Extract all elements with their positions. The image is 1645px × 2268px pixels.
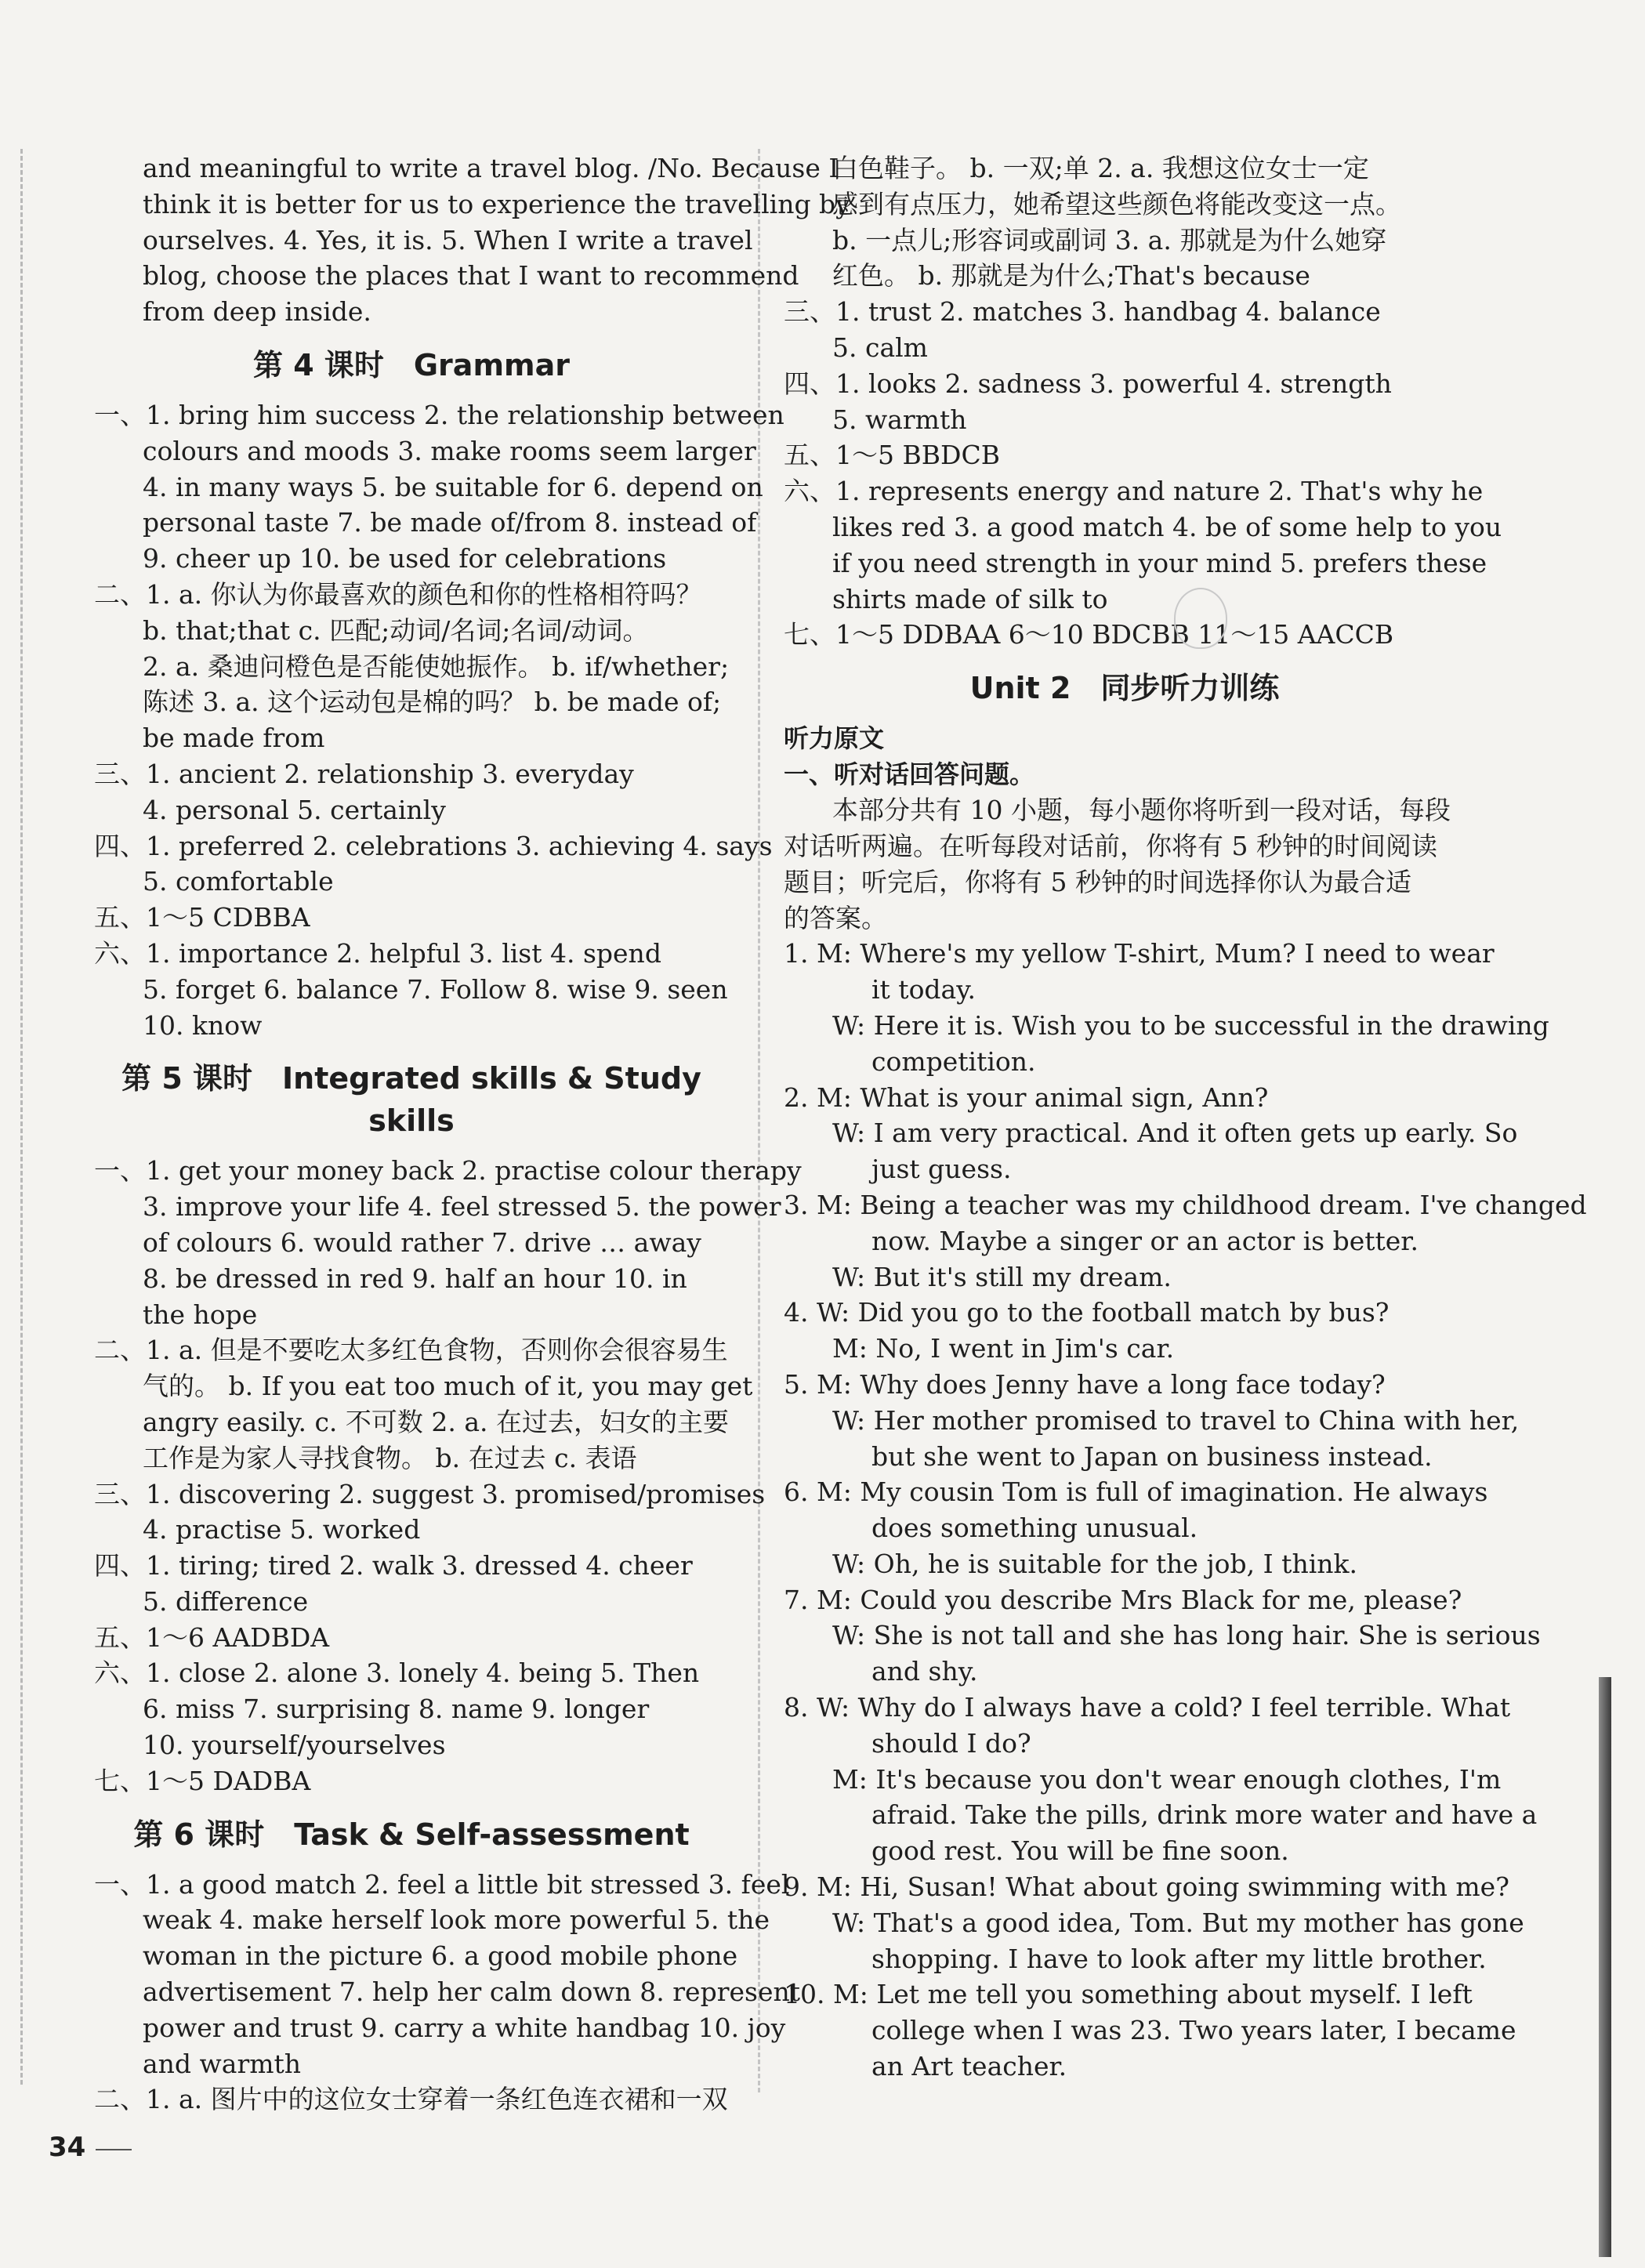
answer-line: 三、1. ancient 2. relationship 3. everyday — [94, 758, 634, 789]
section-heading: Unit 2 同步听力训练 — [969, 671, 1280, 706]
section-heading: 第 4 课时 Grammar — [252, 347, 571, 382]
column-divider — [758, 149, 760, 2092]
answer-line: 4. personal 5. certainly — [143, 794, 446, 825]
answer-line: 5. calm — [832, 332, 928, 363]
answer-line: weak 4. make herself look more powerful 5. the — [143, 1904, 770, 1936]
answer-line: 三、1. discovering 2. suggest 3. promised/promises — [94, 1478, 766, 1509]
answer-line: should I do? — [871, 1727, 1031, 1759]
page-number-rule — [96, 2149, 132, 2150]
answer-line: good rest. You will be fine soon. — [871, 1835, 1289, 1867]
answer-line: woman in the picture 6. a good mobile phone — [143, 1940, 738, 1972]
answer-line: W: Here it is. Wish you to be successful in the drawing — [832, 1009, 1549, 1041]
answer-line: and shy. — [871, 1656, 978, 1687]
answer-line: 10. yourself/yourselves — [143, 1730, 446, 1761]
answer-line: just guess. — [871, 1154, 1012, 1185]
answer-line: 四、1. looks 2. sadness 3. powerful 4. strength — [784, 368, 1392, 399]
answer-line: 5. difference — [143, 1585, 309, 1617]
answer-line: 题目；听完后，你将有 5 秒钟的时间选择你认为最合适 — [784, 866, 1411, 897]
answer-line: personal taste 7. be made of/from 8. instead of — [143, 507, 757, 538]
answer-line: but she went to Japan on business instead. — [871, 1440, 1433, 1472]
page-number: 34 — [49, 2132, 86, 2163]
answer-line: 4. practise 5. worked — [143, 1514, 421, 1545]
answer-line: 2. a. 桑迪问橙色是否能使她振作。 b. if/whether; — [143, 650, 730, 682]
section-heading: 第 6 课时 Task & Self-assessment — [133, 1817, 690, 1852]
answer-line: 的答案。 — [784, 902, 887, 933]
answer-line: be made from — [143, 723, 325, 754]
answer-line: think it is better for us to experience the travelling by — [143, 188, 850, 219]
section-subheading: 听力原文 — [784, 723, 885, 754]
answer-line: 9. cheer up 10. be used for celebrations — [143, 543, 667, 574]
answer-line: 一、1. a good match 2. feel a little bit stressed 3. feel — [94, 1868, 790, 1900]
answer-line: W: She is not tall and she has long hair. She is serious — [832, 1620, 1541, 1651]
answer-line: 六、1. close 2. alone 3. lonely 4. being 5. Then — [94, 1658, 700, 1689]
answer-line: 1. M: Where's my yellow T-shirt, Mum? I need to wear — [784, 938, 1495, 969]
answer-line: angry easily. c. 不可数 2. a. 在过去，妇女的主要 — [143, 1406, 730, 1437]
answer-line: 四、1. preferred 2. celebrations 3. achieving 4. says — [94, 830, 773, 861]
right-column — [784, 150, 1587, 2085]
answer-line: afraid. Take the pills, drink more water and have a — [871, 1799, 1538, 1831]
answer-line: 三、1. trust 2. matches 3. handbag 4. balance — [784, 296, 1381, 328]
answer-line: and meaningful to write a travel blog. /No. Because I — [143, 153, 839, 183]
answer-line: 五、1～6 AADBDA — [94, 1621, 330, 1653]
answer-line: 4. W: Did you go to the football match by bus? — [784, 1297, 1390, 1328]
answer-line: b. 一点儿;形容词或副词 3. a. 那就是为什么她穿 — [832, 224, 1387, 255]
answer-line: 陈述 3. a. 这个运动包是棉的吗？ b. be made of; — [143, 687, 722, 718]
answer-line: an Art teacher. — [871, 2051, 1067, 2082]
answer-line: shirts made of silk to — [832, 583, 1108, 614]
answer-line: 工作是为家人寻找食物。 b. 在过去 c. 表语 — [143, 1442, 637, 1473]
answer-line: 6. M: My cousin Tom is full of imagination. He always — [784, 1476, 1488, 1508]
answer-line: 8. W: Why do I always have a cold? I feel terrible. What — [784, 1692, 1511, 1723]
answer-line: W: That's a good idea, Tom. But my mother has gone — [832, 1907, 1524, 1938]
binding-dashed-line — [20, 149, 23, 2085]
answer-line: 五、1～5 CDBBA — [94, 902, 310, 933]
section-heading: 第 5 课时 Integrated skills & Study skills — [121, 1061, 701, 1139]
answer-line: 气的。 b. If you eat too much of it, you may get — [143, 1371, 753, 1402]
answer-line: 四、1. tiring; tired 2. walk 3. dressed 4. cheer — [94, 1550, 693, 1581]
answer-line: b. that;that c. 匹配;动词/名词;名词/动词。 — [143, 614, 649, 646]
answer-line: and warmth — [143, 2048, 302, 2079]
answer-line: of colours 6. would rather 7. drive … away — [143, 1226, 701, 1258]
answer-line: 六、1. represents energy and nature 2. That's why he — [784, 476, 1484, 507]
answer-line: blog, choose the places that I want to recommend — [143, 260, 799, 292]
answer-line: advertisement 7. help her calm down 8. represent — [143, 1976, 800, 2008]
answer-line: 七、1～5 DDBAA 6～10 BDCBB 11～15 AACCB — [784, 619, 1394, 650]
answer-line: if you need strength in your mind 5. prefers these — [832, 547, 1487, 578]
answer-line: 5. warmth — [832, 404, 967, 435]
answer-line: W: But it's still my dream. — [832, 1261, 1172, 1292]
answer-line: 5. M: Why does Jenny have a long face today? — [784, 1368, 1386, 1400]
answer-line: 一、1. get your money back 2. practise colour therapy — [94, 1155, 802, 1187]
answer-line: 4. in many ways 5. be suitable for 6. depend on — [143, 471, 763, 502]
answer-line: ourselves. 4. Yes, it is. 5. When I write a travel — [143, 224, 753, 255]
answer-line: 7. M: Could you describe Mrs Black for me, please? — [784, 1584, 1462, 1615]
answer-line: 二、1. a. 你认为你最喜欢的颜色和你的性格相符吗？ — [94, 578, 702, 610]
answer-line: colours and moods 3. make rooms seem larger — [143, 435, 756, 466]
answer-line: 9. M: Hi, Susan! What about going swimming with me? — [784, 1871, 1509, 1903]
answer-line: W: I am very practical. And it often gets up early. So — [832, 1118, 1518, 1149]
answer-line: 感到有点压力，她希望这些颜色将能改变这一点。 — [832, 188, 1401, 219]
answer-line: 二、1. a. 但是不要吃太多红色食物，否则你会很容易生 — [94, 1335, 728, 1366]
answer-line: 对话听两遍。在听每段对话前，你将有 5 秒钟的时间阅读 — [784, 830, 1437, 861]
answer-line: shopping. I have to look after my little brother. — [871, 1943, 1487, 1974]
answer-line: college when I was 23. Two years later, I became — [871, 2015, 1516, 2046]
section-subheading: 一、听对话回答问题。 — [784, 759, 1035, 790]
answer-line: 二、1. a. 图片中的这位女士穿着一条红色连衣裙和一双 — [94, 2084, 728, 2115]
answer-line: 5. comfortable — [143, 866, 334, 897]
answer-line: 白色鞋子。 b. 一双;单 2. a. 我想这位女士一定 — [832, 153, 1369, 183]
answer-line: 10. know — [143, 1009, 263, 1041]
answer-line: 红色。 b. 那就是为什么;That's because — [832, 260, 1310, 292]
answer-line: it today. — [871, 974, 976, 1005]
answer-line: 一、1. bring him success 2. the relationship between — [94, 399, 784, 430]
answer-line: 五、1～5 BBDCB — [784, 440, 1000, 471]
answer-line: W: Oh, he is suitable for the job, I think. — [832, 1548, 1357, 1579]
answer-line: now. Maybe a singer or an actor is better. — [871, 1225, 1419, 1256]
answer-line: power and trust 9. carry a white handbag 10. joy — [143, 2012, 786, 2043]
answer-line: 10. M: Let me tell you something about myself. I left — [784, 1979, 1473, 2010]
answer-line: W: Her mother promised to travel to China with her, — [832, 1404, 1520, 1436]
answer-line: from deep inside. — [143, 296, 371, 328]
answer-line: 六、1. importance 2. helpful 3. list 4. spend — [94, 937, 661, 969]
answer-line: 8. be dressed in red 9. half an hour 10. in — [143, 1263, 687, 1294]
answer-line: 5. forget 6. balance 7. Follow 8. wise 9. seen — [143, 973, 728, 1005]
answer-line: 本部分共有 10 小题，每小题你将听到一段对话，每段 — [832, 795, 1451, 826]
answer-line: 2. M: What is your animal sign, Ann? — [784, 1081, 1269, 1113]
answer-line: competition. — [871, 1045, 1036, 1077]
answer-line: M: It's because you don't wear enough clothes, I'm — [832, 1763, 1502, 1795]
answer-line: the hope — [143, 1299, 258, 1330]
answer-line: 3. M: Being a teacher was my childhood dream. I've changed — [784, 1189, 1587, 1220]
answer-line: 6. miss 7. surprising 8. name 9. longer — [143, 1694, 650, 1725]
watermark-stamp — [1174, 588, 1227, 649]
answer-line: M: No, I went in Jim's car. — [832, 1333, 1175, 1364]
answer-line: 3. improve your life 4. feel stressed 5. the power — [143, 1191, 781, 1223]
answer-line: likes red 3. a good match 4. be of some help to you — [832, 511, 1502, 542]
answer-line: does something unusual. — [871, 1513, 1198, 1544]
scan-shadow-edge — [1599, 1677, 1611, 2257]
answer-line: 七、1～5 DADBA — [94, 1765, 311, 1796]
